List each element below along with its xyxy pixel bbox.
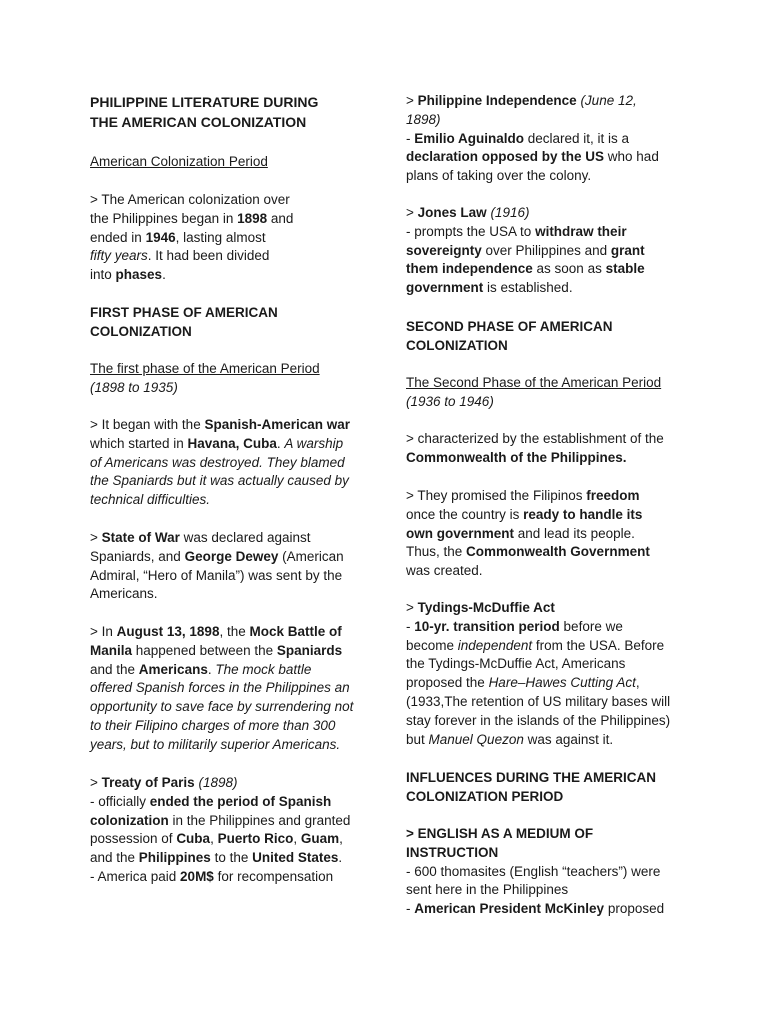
- first-phase-heading: [90, 304, 370, 342]
- text-line: [406, 279, 686, 298]
- text-line: [406, 111, 686, 130]
- text-line: [90, 585, 370, 604]
- bold-text: Spaniards: [276, 642, 343, 658]
- text-run: >: [406, 93, 418, 108]
- text-run: >: [90, 530, 102, 545]
- heading-line: INFLUENCES DURING THE AMERICAN: [406, 770, 657, 785]
- second-phase-years: (1936 to 1946): [406, 393, 494, 409]
- mock-battle-paragraph: [90, 623, 370, 755]
- first-phase-years: (1898 to 1935): [90, 379, 178, 395]
- text-line: [90, 548, 370, 567]
- text-run: , lasting almost: [175, 229, 266, 245]
- heading-line: COLONIZATION: [406, 337, 508, 353]
- text-run: -: [406, 901, 415, 917]
- text-run: .: [338, 850, 343, 866]
- bold-text: Treaty of Paris: [101, 775, 195, 790]
- text-line: [90, 416, 370, 435]
- text-line: [406, 167, 686, 186]
- italic-text: 1898): [406, 111, 441, 127]
- text-run: was declared against: [179, 530, 311, 545]
- bold-text: United States: [252, 850, 339, 866]
- document-title: [90, 92, 370, 132]
- bold-text: Puerto Rico: [217, 831, 294, 847]
- text-run: Admiral, “Hero of Manila”) was sent by the: [90, 567, 343, 583]
- bold-text: Tydings-McDuffie Act: [417, 600, 555, 615]
- text-run: > It began with the: [90, 417, 205, 432]
- text-line: [406, 562, 686, 581]
- freedom-paragraph: [406, 487, 686, 581]
- bold-text: 20M$: [180, 868, 214, 884]
- text-run: (1933,The retention of US military bases will: [406, 693, 671, 709]
- text-line: [406, 731, 686, 750]
- text-run: ended in: [90, 229, 146, 245]
- text-run: possession of: [90, 831, 177, 847]
- text-line: [406, 637, 686, 656]
- bold-text: Philippine Independence: [417, 93, 577, 108]
- second-phase-subheading: [406, 374, 686, 412]
- text-run: > They promised the Filipinos: [406, 488, 587, 503]
- italic-text: The mock battle: [215, 661, 312, 677]
- italic-text: opportunity to save face by surrendering not: [90, 699, 354, 715]
- document-title-line: PHILIPPINE LITERATURE DURING: [90, 94, 319, 110]
- jones-law-paragraph: [406, 204, 686, 298]
- text-run: the Tydings-McDuffie Act, Americans: [406, 656, 626, 672]
- text-run: - 600 thomasites (English “teachers”) were: [406, 863, 661, 879]
- bold-text: 1946: [145, 229, 176, 245]
- treaty-of-paris-paragraph: [90, 774, 370, 887]
- bold-text: Guam: [300, 831, 340, 847]
- bold-text: Americans: [138, 661, 208, 677]
- text-run: the Philippines began in: [90, 210, 238, 226]
- text-line: [406, 618, 686, 637]
- bold-text: George Dewey: [184, 548, 279, 564]
- text-run: stay forever in the islands of the Philippines): [406, 712, 671, 728]
- english-instruction-paragraph: [406, 825, 686, 919]
- italic-text: years, but to militarily superior Americans.: [90, 736, 341, 752]
- bold-text: Jones Law: [417, 205, 487, 220]
- text-line: [90, 529, 370, 548]
- text-line: [406, 242, 686, 261]
- italic-text: of Americans was destroyed. They blamed: [90, 454, 345, 470]
- text-line: [90, 191, 370, 210]
- bold-text: sovereignty: [406, 242, 482, 258]
- text-run: > In: [90, 624, 117, 639]
- text-run: Thus, the: [406, 544, 467, 560]
- text-run: >: [90, 775, 102, 790]
- text-run: become: [406, 637, 458, 653]
- text-run: >: [406, 600, 418, 615]
- text-run: into: [90, 267, 116, 283]
- text-run: for recompensation: [213, 868, 334, 884]
- bold-text: grant: [610, 242, 645, 258]
- text-run: ,: [339, 831, 343, 847]
- text-line: [90, 868, 370, 887]
- text-line: [406, 525, 686, 544]
- bold-text: Cuba: [176, 831, 211, 847]
- bold-text: Philippines: [138, 850, 211, 866]
- text-line: [406, 204, 686, 223]
- text-run: , the: [219, 624, 250, 639]
- bold-text: ready to handle its: [523, 506, 643, 522]
- bold-text: Spanish-American war: [204, 417, 351, 432]
- text-line: [406, 260, 686, 279]
- bold-text: Emilio Aguinaldo: [414, 130, 524, 146]
- text-run: ,: [293, 831, 301, 847]
- text-run: over Philippines and: [481, 242, 611, 258]
- italic-text: to their Filipino charges of more than 300: [90, 717, 336, 733]
- bold-text: them independence: [406, 261, 533, 277]
- text-line: [406, 655, 686, 674]
- text-line: [406, 223, 686, 242]
- text-line: [90, 698, 370, 717]
- text-line: [406, 844, 686, 863]
- philippine-independence-paragraph: [406, 92, 686, 186]
- italic-text: (1916): [490, 205, 530, 220]
- text-line: [90, 491, 370, 510]
- text-run: was created.: [406, 563, 483, 579]
- italic-text: (1898): [198, 775, 238, 790]
- heading-line: COLONIZATION PERIOD: [406, 788, 564, 804]
- text-run: Spaniards, and: [90, 548, 185, 564]
- bold-text: Mock Battle of: [249, 624, 342, 639]
- text-line: [90, 661, 370, 680]
- text-line: [90, 567, 370, 586]
- text-run: proposed the: [406, 675, 489, 691]
- text-line: [406, 900, 686, 919]
- bold-text: Commonwealth Government: [466, 544, 650, 560]
- text-run: who had: [604, 149, 659, 165]
- text-line: [90, 642, 370, 661]
- bold-text: stable: [605, 261, 645, 277]
- text-line: [406, 506, 686, 525]
- text-line: [90, 717, 370, 736]
- bold-text: ended the period of Spanish: [149, 793, 332, 809]
- text-line: [90, 812, 370, 831]
- text-run: .: [207, 661, 216, 677]
- text-run: > characterized by the establishment of the: [406, 431, 664, 446]
- text-run: > The American colonization over: [90, 192, 290, 207]
- text-line: [90, 247, 370, 266]
- text-run: . It had been divided: [147, 248, 270, 264]
- period-heading: American Colonization Period: [90, 154, 268, 169]
- italic-text: fifty years: [90, 248, 148, 264]
- text-run: declared it, it is a: [524, 130, 630, 146]
- text-run: - America paid: [90, 868, 181, 884]
- text-line: [90, 210, 370, 229]
- italic-text: offered Spanish forces in the Philippines an: [90, 680, 350, 696]
- italic-text: Manuel Quezon: [428, 731, 524, 747]
- text-line: [406, 863, 686, 882]
- text-line: [406, 712, 686, 731]
- text-run: before we: [559, 618, 623, 634]
- document-title-line: THE AMERICAN COLONIZATION: [90, 114, 307, 130]
- bold-text: freedom: [586, 488, 640, 503]
- spanish-american-war-paragraph: [90, 416, 370, 510]
- bold-text: American President McKinley: [414, 901, 605, 917]
- first-phase-subheading: [90, 360, 370, 398]
- heading-line: SECOND PHASE OF AMERICAN: [406, 319, 613, 334]
- text-line: [90, 472, 370, 491]
- text-line: [406, 487, 686, 506]
- italic-text: Hare–Hawes Cutting Act: [488, 675, 636, 691]
- bold-text: declaration opposed by the US: [406, 149, 605, 165]
- italic-text: A warship: [284, 435, 344, 451]
- influences-heading: [406, 769, 686, 807]
- text-run: (American: [278, 548, 344, 564]
- text-line: [406, 148, 686, 167]
- text-line: [90, 793, 370, 812]
- text-line: [406, 543, 686, 562]
- tydings-mcduffie-paragraph: [406, 599, 686, 749]
- text-line: [90, 454, 370, 473]
- text-run: ,: [635, 675, 640, 691]
- text-run: is established.: [483, 280, 573, 296]
- italic-text: technical difficulties.: [90, 492, 211, 508]
- text-line: [406, 693, 686, 712]
- text-run: - officially: [90, 793, 150, 809]
- text-run: to the: [210, 850, 253, 866]
- text-run: and: [267, 210, 294, 226]
- bold-text: 1898: [237, 210, 268, 226]
- bold-text: colonization: [90, 812, 169, 828]
- heading-line: COLONIZATION: [90, 323, 192, 339]
- bold-text: withdraw their: [535, 223, 627, 239]
- text-line: [90, 229, 370, 248]
- bold-text: > ENGLISH AS A MEDIUM OF: [406, 826, 594, 841]
- text-line: [90, 774, 370, 793]
- text-line: [406, 430, 686, 449]
- text-run: and the: [90, 661, 139, 677]
- text-run: and the: [90, 850, 139, 866]
- italic-text: independent: [457, 637, 533, 653]
- text-line: [90, 435, 370, 454]
- bold-text: INSTRUCTION: [406, 844, 499, 860]
- intro-paragraph: [90, 191, 370, 285]
- text-line: [406, 130, 686, 149]
- text-line: [90, 736, 370, 755]
- commonwealth-paragraph: [406, 430, 686, 468]
- text-run: .: [162, 267, 166, 283]
- bold-text: government: [406, 280, 484, 296]
- bold-text: August 13, 1898: [116, 624, 220, 639]
- text-line: [406, 674, 686, 693]
- text-run: but: [406, 731, 429, 747]
- bold-text: own government: [406, 525, 515, 541]
- bold-text: phases: [115, 267, 163, 283]
- text-line: [406, 92, 686, 111]
- bold-text: 10-yr. transition period: [414, 618, 560, 634]
- text-run: plans of taking over the colony.: [406, 168, 592, 184]
- text-run: -: [406, 130, 415, 146]
- text-line: [90, 623, 370, 642]
- text-run: from the USA. Before: [532, 637, 665, 653]
- text-run: .: [276, 435, 285, 451]
- text-run: happened between the: [132, 642, 277, 658]
- text-line: [406, 825, 686, 844]
- text-run: proposed: [604, 901, 665, 917]
- text-line: [406, 599, 686, 618]
- text-run: sent here in the Philippines: [406, 882, 569, 898]
- bold-text: Manila: [90, 642, 133, 658]
- italic-text: (June 12,: [580, 93, 637, 108]
- text-run: was against it.: [523, 731, 614, 747]
- text-run: which started in: [90, 435, 188, 451]
- bold-text: Havana, Cuba: [187, 435, 277, 451]
- text-line: [406, 449, 686, 468]
- text-run: -: [406, 618, 415, 634]
- text-run: and lead its people.: [514, 525, 635, 541]
- text-run: as soon as: [532, 261, 606, 277]
- second-phase-heading: [406, 318, 686, 356]
- second-phase-subtitle: The Second Phase of the American Period: [406, 375, 662, 390]
- text-run: >: [406, 205, 418, 220]
- text-line: [90, 849, 370, 868]
- bold-text: Commonwealth of the Philippines.: [406, 449, 627, 465]
- text-run: - prompts the USA to: [406, 223, 536, 239]
- heading-line: FIRST PHASE OF AMERICAN: [90, 305, 278, 320]
- text-run: in the Philippines and granted: [168, 812, 351, 828]
- italic-text: the Spaniards but it was actually caused by: [90, 473, 349, 489]
- text-line: [406, 881, 686, 900]
- text-run: Americans.: [90, 586, 158, 602]
- first-phase-subtitle: The first phase of the American Period: [90, 361, 320, 376]
- text-line: [90, 679, 370, 698]
- text-line: [90, 266, 370, 285]
- text-run: ,: [210, 831, 218, 847]
- text-run: once the country is: [406, 506, 524, 522]
- state-of-war-paragraph: [90, 529, 370, 604]
- bold-text: State of War: [101, 530, 180, 545]
- text-line: [90, 830, 370, 849]
